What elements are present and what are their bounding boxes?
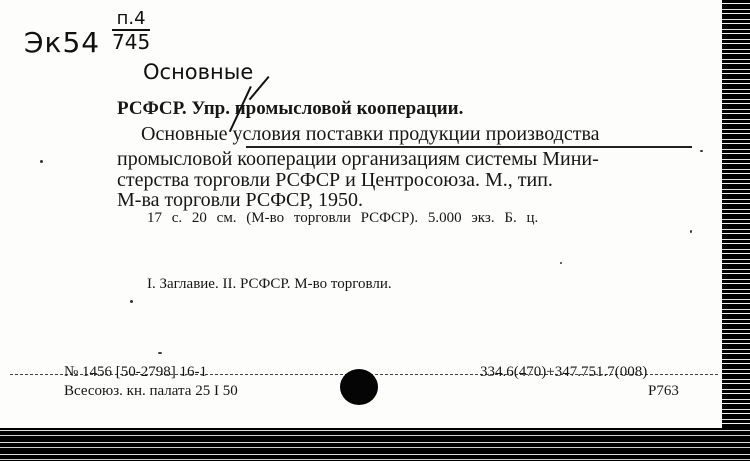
description-line-4: М-ва торговли РСФСР, 1950. [117, 189, 364, 211]
scan-speck [690, 230, 692, 233]
call-fraction-bottom: 745 [112, 30, 151, 54]
tracings-line: I. Заглавие. II. РСФСР. М-во торговли. [147, 276, 392, 292]
sort-word: Основные [143, 60, 254, 84]
card-number: № 1456 [50-2798] 16-1 [64, 364, 208, 380]
scan-speck [40, 160, 43, 163]
call-number: Эк54 [24, 26, 101, 59]
scan-speck [158, 352, 162, 354]
book-chamber-imprint: Всесоюз. кн. палата 25 I 50 [64, 383, 238, 399]
scan-edge-bottom [0, 428, 750, 461]
scan-speck [560, 262, 562, 264]
description-line-2: промысловой кооперации организациям системы Мини- [117, 148, 599, 170]
call-number-fraction [112, 10, 150, 52]
card-heading: РСФСР. Упр. промысловой кооперации. [117, 98, 464, 119]
punch-hole [340, 369, 378, 405]
description-line-1: Основные условия поставки продукции производства [141, 123, 600, 145]
classification-number: 334.6(470)+347.751.7(008) [480, 364, 648, 380]
collation-line: 17 с. 20 см. (М-во торговли РСФСР). 5.000 экз. Б. ц. [147, 210, 539, 226]
scan-speck [130, 300, 133, 303]
order-code: Р763 [648, 383, 679, 399]
scan-edge-right [722, 0, 750, 461]
scan-speck [700, 150, 703, 152]
call-fraction-top: п.4 [116, 8, 146, 29]
description-line-3: стерства торговли РСФСР и Центросоюза. М., тип. [117, 169, 553, 191]
